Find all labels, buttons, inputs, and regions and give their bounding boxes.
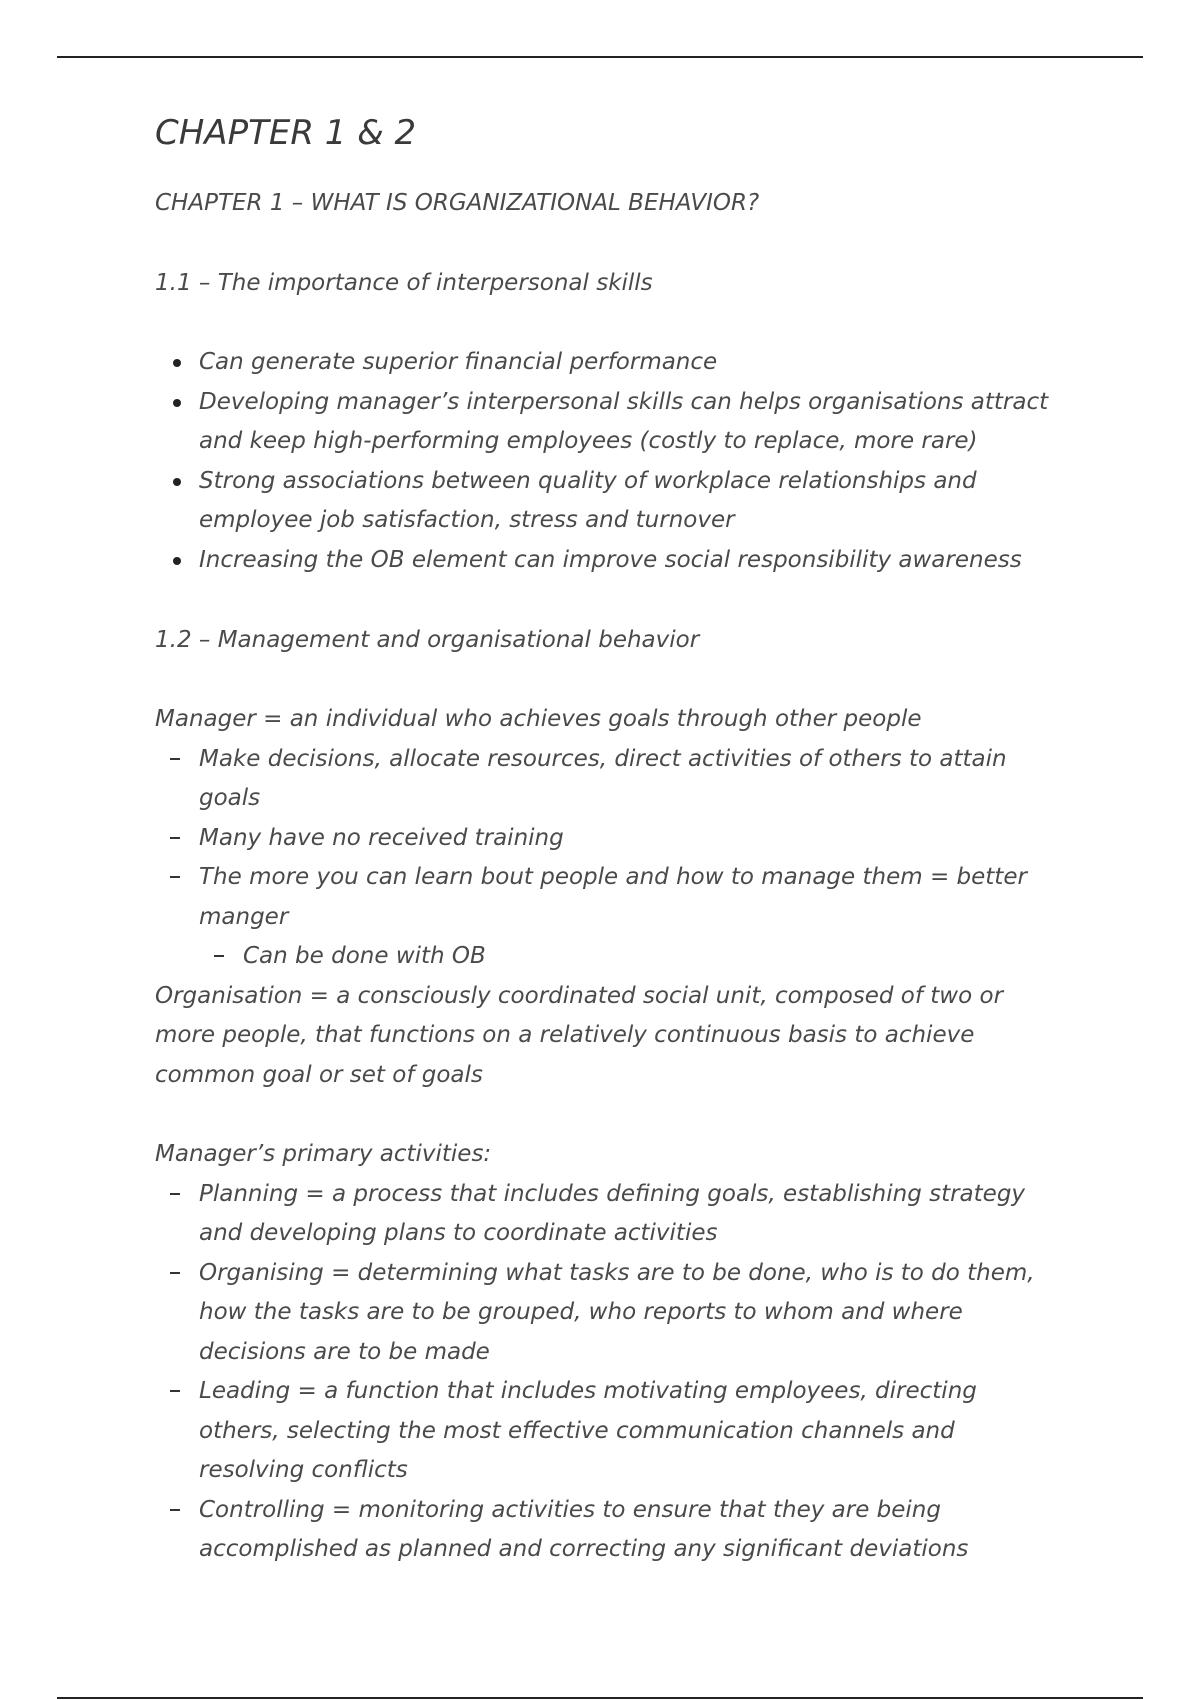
section-1-2-heading: 1.2 – Management and organisational behavior (155, 627, 700, 653)
document-body (155, 105, 1055, 1570)
page-title: CHAPTER 1 & 2 (155, 113, 417, 153)
manager-subpoints-list (155, 937, 1055, 977)
dash-item: Organising = determining what tasks are to be done, who is to do them, how the tasks are to be grouped, who reports to whom and where decisions are to be made (155, 1254, 1055, 1373)
dash-item: Leading = a function that includes motivating employees, directing others, selecting the most effective communication channels and resolving conflicts (155, 1372, 1055, 1491)
dash-item: Make decisions, allocate resources, direct activities of others to attain goals (155, 740, 1055, 819)
manager-points-list (155, 740, 1055, 938)
section-1-1-heading: 1.1 – The importance of interpersonal skills (155, 270, 653, 296)
bullet-item: Strong associations between quality of workplace relationships and employee job satisfaction, stress and turnover (155, 462, 1055, 541)
bullet-item: Developing manager’s interpersonal skills can helps organisations attract and keep high-performing employees (costly to replace, more rare) (155, 383, 1055, 462)
activities-list (155, 1175, 1055, 1570)
activities-heading: Manager’s primary activities: (155, 1141, 492, 1167)
bottom-divider (57, 1697, 1143, 1699)
dash-item: The more you can learn bout people and how to manage them = better manger (155, 858, 1055, 937)
bullet-item: Can generate superior financial performance (155, 343, 1055, 383)
organisation-definition: Organisation = a consciously coordinated social unit, composed of two or more people, that functions on a relatively continuous basis to achieve common goal or set of goals (155, 982, 1004, 1088)
dash-subitem: Can be done with OB (155, 937, 1055, 977)
dash-item: Controlling = monitoring activities to ensure that they are being accomplished as planned and correcting any significant deviations (155, 1491, 1055, 1570)
manager-definition: Manager = an individual who achieves goals through other people (155, 706, 922, 732)
top-divider (57, 56, 1143, 58)
bullet-item: Increasing the OB element can improve social responsibility awareness (155, 541, 1055, 581)
dash-item: Planning = a process that includes defining goals, establishing strategy and developing plans to coordinate activities (155, 1175, 1055, 1254)
section-1-1-bullet-list (155, 343, 1055, 580)
chapter-1-title: CHAPTER 1 – WHAT IS ORGANIZATIONAL BEHAVIOR? (155, 190, 760, 216)
dash-item: Many have no received training (155, 819, 1055, 859)
